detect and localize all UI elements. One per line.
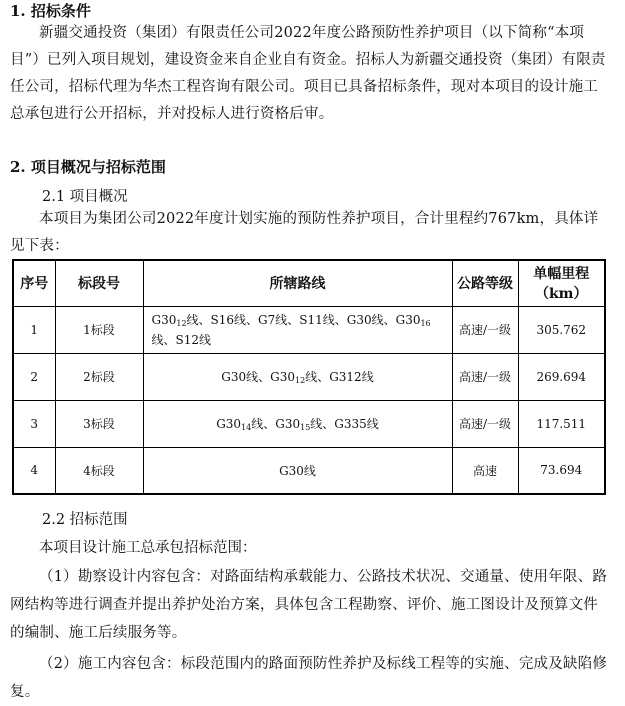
header-seq: 序号 <box>13 260 55 306</box>
cell-section: 3标段 <box>55 400 143 447</box>
cell-seq: 3 <box>13 400 55 447</box>
table-row <box>13 447 605 494</box>
cell-mileage: 305.762 <box>518 306 605 353</box>
cell-seq: 1 <box>13 306 55 353</box>
table-row <box>13 306 605 353</box>
cell-grade: 高速/一级 <box>452 400 518 447</box>
table-header-row <box>13 260 605 306</box>
header-grade: 公路等级 <box>452 260 518 306</box>
section-2-heading: 2. 项目概况与招标范围 <box>10 158 166 176</box>
cell-mileage: 269.694 <box>518 353 605 400</box>
section-1-paragraph: 新疆交通投资（集团）有限责任公司2022年度公路预防性养护项目（以下简称“本项目”）已列入项目规划，建设资金来自企业自有资金。招标人为新疆交通投资（集团）有限责任公司，招标代理为华杰工程咨询有限公司。项目已具备招标条件，现对本项目的设计施工总承包进行公开招标，并对投标人进行资格后审。 <box>10 25 606 122</box>
cell-section: 1标段 <box>55 306 143 353</box>
section-1-heading: 1. 招标条件 <box>10 2 91 20</box>
cell-grade: 高速 <box>452 447 518 494</box>
header-section: 标段号 <box>55 260 143 306</box>
subsection-2-1-paragraph: 本项目为集团公司2022年度计划实施的预防性养护项目，合计里程约767km，具体详见下表： <box>10 211 599 254</box>
cell-grade: 高速/一级 <box>452 353 518 400</box>
cell-seq: 4 <box>13 447 55 494</box>
scope-item-2: （2）施工内容包含：标段范围内的路面预防性养护及标线工程等的实施、完成及缺陷修复。 <box>10 656 608 700</box>
cell-mileage: 117.511 <box>518 400 605 447</box>
header-mileage <box>518 260 605 306</box>
cell-section: 4标段 <box>55 447 143 494</box>
header-mileage-line1: 单幅里程 <box>533 266 590 283</box>
cell-routes: $G30_{14}$线、$G30_{15}$线、G335线 <box>143 400 452 447</box>
scope-intro: 本项目设计施工总承包招标范围： <box>39 540 257 556</box>
cell-routes: $G30_{12}$线、S16线、G7线、S11线、G30线、$G30_{16}$线、S12线 <box>143 306 452 353</box>
header-routes: 所辖路线 <box>143 260 452 306</box>
table-row <box>13 400 605 447</box>
subsection-2-1-title: 2.1 项目概况 <box>42 189 128 205</box>
subsection-2-2-title: 2.2 招标范围 <box>42 512 128 528</box>
scope-item-1: （1）勘察设计内容包含：对路面结构承载能力、公路技术状况、交通量、使用年限、路网结构等进行调查并提出养护处治方案，具体包含工程勘察、评价、施工图设计及预算文件的编制、施工后续服务等。 <box>10 569 608 641</box>
mileage-table <box>12 259 606 495</box>
cell-mileage: 73.694 <box>518 447 605 494</box>
table-row <box>13 353 605 400</box>
cell-grade: 高速/一级 <box>452 306 518 353</box>
header-mileage-line2: （km） <box>534 286 588 303</box>
cell-seq: 2 <box>13 353 55 400</box>
cell-routes: G30线、$G30_{12}$线、G312线 <box>143 353 452 400</box>
cell-section: 2标段 <box>55 353 143 400</box>
cell-routes: G30线 <box>143 447 452 494</box>
